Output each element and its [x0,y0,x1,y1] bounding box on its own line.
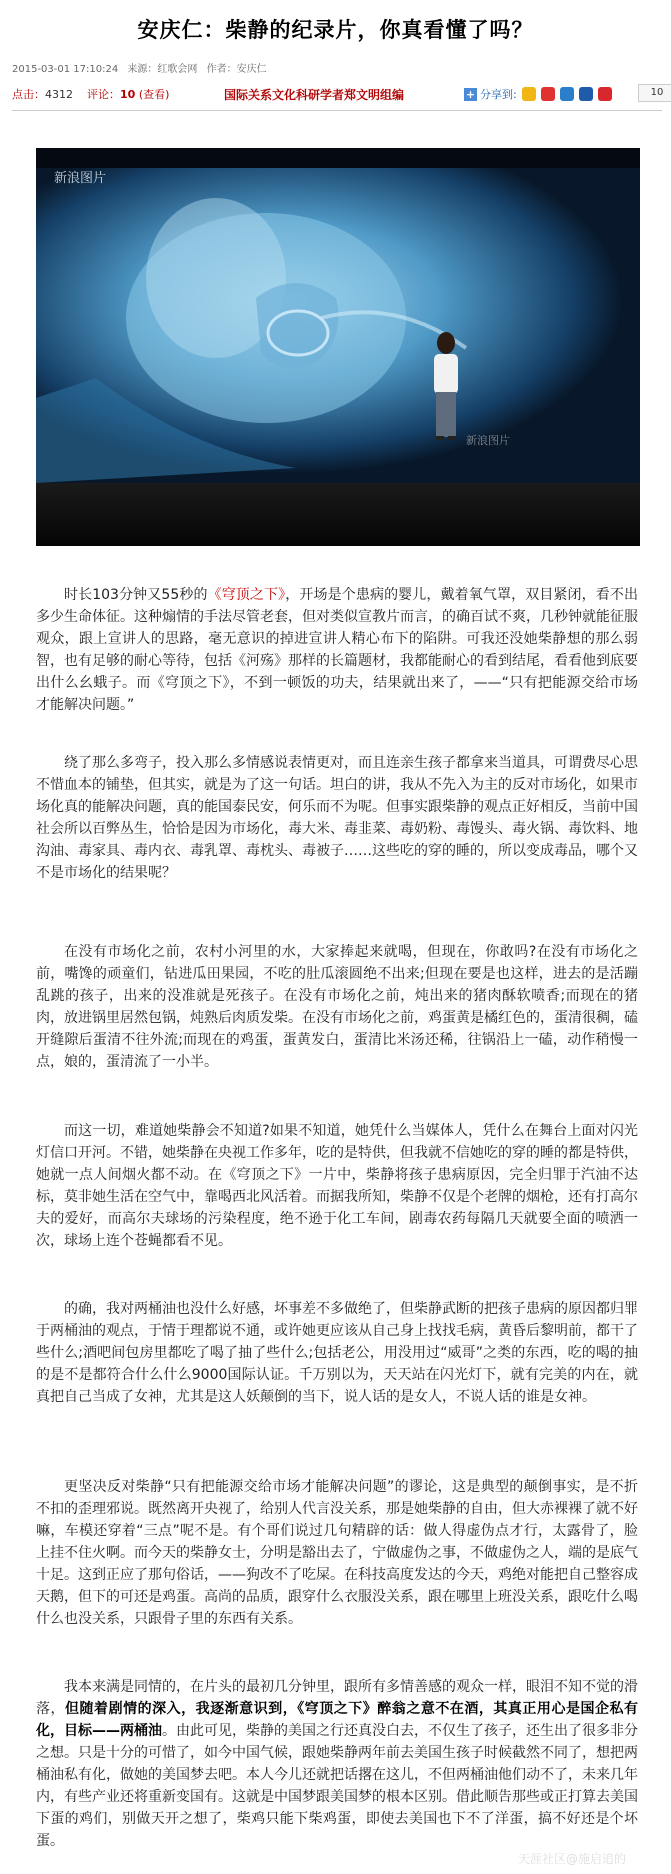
header-divider [12,110,662,111]
article-paragraph: 在没有市场化之前，农村小河里的水，大家捧起来就喝，但现在，你敢吗?在没有市场化之前，嘴馋的顽童们，钻进瓜田果园，不吃的肚瓜滚圆绝不出来;但现在要是也这样，进去的是活蹦乱跳的孩子，出来的没准就是死孩子。在没有市场化之前，炖出来的猪肉酥软喷香;而现在的猪肉，放进锅里居然包锅，炖熟后肉质发柴。在没有市场化之前，鸡蛋黄是橘红色的，蛋清很稠，磕开缝隙后蛋清不往外流;而现在的鸡蛋，蛋黄发白，蛋清比米汤还稀，往锅沿上一磕，动作稍慢一点，娘的，蛋清流了一小半。 [36,944,638,1070]
p1-text-b: ，开场是个患病的婴儿，戴着氧气罩，双目紧闭，看不出多少生命体征。这种煽情的手法尽管老套，但对类似宣教片而言，的确百试不爽，几秒钟就能征服观众，跟上宣讲人的思路，毫无意识的掉进宣讲人精心布下的陷阱。可我还没她柴静想的那么弱智，也有足够的耐心等待，包括《河殇》那样的长篇题材，我都能耐心的看到结尾，看看他到底要出什么幺蛾子。而《穹顶之下》，不到一顿饭的功夫，结果就出来了，——“只有把能源交给市场才能解决问题。” [36,587,639,713]
film-title-link[interactable]: 《穹顶之下》 [207,587,286,603]
tencent-weibo-icon[interactable] [560,87,574,101]
renren-icon[interactable] [579,87,593,101]
article-paragraph: 绕了那么多弯子，投入那么多情感说表情更对，而且连亲生孩子都拿来当道具，可谓费尽心思不惜血本的铺垫，但其实，就是为了这一句话。坦白的讲，我从不先入为主的反对市场化，如果市场化真的能解决问题，真的能国泰民安，何乐而不为呢。但事实跟柴静的观点正好相反，当前中国社会所以百弊丛生，恰恰是因为市场化，毒大米、毒韭菜、毒奶粉、毒馒头、毒火锅、毒饮料、地沟油、毒家具、毒内衣、毒乳罩、毒枕头、毒被子……这些吃的穿的睡的，所以变成毒品，哪个又不是市场化的结果呢？ [36,755,638,881]
p1-text-a: 时长103分钟又55秒的 [64,587,208,603]
article-paragraph [36,1676,638,1852]
share-label[interactable]: 分享到: [480,88,517,101]
article-paragraph: 的确，我对两桶油也没什么好感，坏事差不多做绝了，但柴静武断的把孩子患病的原因都归罪于两桶油的观点，于情于理都说不通，或许她更应该从自己身上找找毛病，黄昏后黎明前，都干了些什么;酒吧间包房里都吃了喝了抽了些什么;包括老公，用没用过“威哥”之类的东西，吃的喝的抽的是不是都符合什么什么9000国际认证。千万别以为，天天站在闪光灯下，就有完美的内在，就真把自己当成了女神，尤其是这人妖颠倒的当下，说人话的是女人，不说人话的谁是女神。 [36,1301,638,1405]
click-count: 4312 [45,88,73,101]
image-watermark-2: 新浪图片 [466,434,510,447]
author-label: 作者： [206,64,237,75]
article-meta [12,60,273,75]
footer-watermark: 天涯社区@施启追的 [518,1852,627,1866]
kaixin-icon[interactable] [598,87,612,101]
share-plus-icon[interactable]: + [465,87,476,101]
comments-label: 评论： [87,88,120,101]
image-watermark: 新浪图片 [54,171,107,186]
author-name: 安庆仁 [236,64,267,75]
p7-text-c: 。由此可见，柴静的美国之行还真没白去，不仅生了孩子，还生出了很多非分之想。只是十分的可惜了，如今中国气候，跟她柴静两年前去美国生孩子时候截然不同了，想把两桶油私有化，做她的美国梦去吧。本人今儿还就把话撂在这儿，不但两桶油他们动不了，未来几年内，有些产业还将重新变国有。这就是中国梦跟美国梦的根本区别。借此顺告那些或正打算去美国下蛋的鸡们，别做天开之想了，柴鸡只能下柴鸡蛋，即使去美国也下不了洋蛋，搞不好还是个坏蛋。 [36,1723,638,1849]
article-paragraph: 而这一切，难道她柴静会不知道?如果不知道，她凭什么当媒体人，凭什么在舞台上面对闪光灯信口开河。不错，她柴静在央视工作多年，吃的是特供，但我就不信她吃的穿的睡的都是特供，她就一点人间烟火都不动。在《穹顶之下》一片中，柴静将孩子患病原因，完全归罪于汽油不达标，莫非她生活在空气中，靠喝西北风活着。而据我所知，柴静不仅是个老牌的烟枪，还有打高尔夫的爱好，而高尔夫球场的污染程度，绝不逊于化工车间，剧毒农药每隔几天就要全面的喷洒一次，球场上连个苍蝇都看不见。 [36,1123,638,1249]
article-photo [36,148,640,546]
article-paragraph [36,584,638,716]
share-bar [464,86,612,102]
source-label: 来源： [127,64,158,75]
org-link[interactable]: 国际关系文化科研学者郑文明组编 [224,88,405,102]
source-name[interactable]: 红歌会网 [157,64,198,75]
publish-datetime: 2015-03-01 17:10:24 [12,64,119,75]
page-title: 安庆仁：柴静的纪录片，你真看懂了吗？ [137,18,534,42]
comment-count: 10 [120,88,136,101]
sina-weibo-icon[interactable] [541,87,555,101]
clicks-label: 点击： [12,88,45,101]
p7-text-a: 我本来满是同情的，在片头的最初几分钟里，跟所有多情善感的观众一样，眼泪不知不觉的滑落， [36,1679,638,1717]
qzone-icon[interactable] [522,87,536,101]
p7-bold-text: 但随着剧情的深入，我逐渐意识到，《穹顶之下》醉翁之意不在酒，其真正用心是国企私有化，目标——两桶油 [36,1701,639,1739]
article-paragraph: 更坚决反对柴静“只有把能源交给市场才能解决问题”的谬论，这是典型的颠倒事实，是不折不扣的歪理邪说。既然离开央视了，给别人代言没关系，那是她柴静的自由，但大赤裸裸了就不好嘛，车模还穿着“三点”呢不是。有个哥们说过几句精辟的话：做人得虚伪点才行，太露骨了，脸上挂不住火啊。而今天的柴静女士，分明是豁出去了，宁做虚伪之事，不做虚伪之人，端的是底气十足。这到正应了那句俗话，——狗改不了吃屎。在科技高度发达的今天，鸡绝对能把自己整容成天鹅，但下的可还是鸡蛋。高尚的品质，跟穿什么衣服没关系，跟在哪里上班没关系，跟吃什么喝什么也没关系，只跟骨子里的东西有关系。 [36,1479,638,1627]
stats-bar [12,86,662,108]
view-comments-link[interactable]: (查看) [138,88,170,101]
share-count[interactable]: 10 [638,84,671,102]
